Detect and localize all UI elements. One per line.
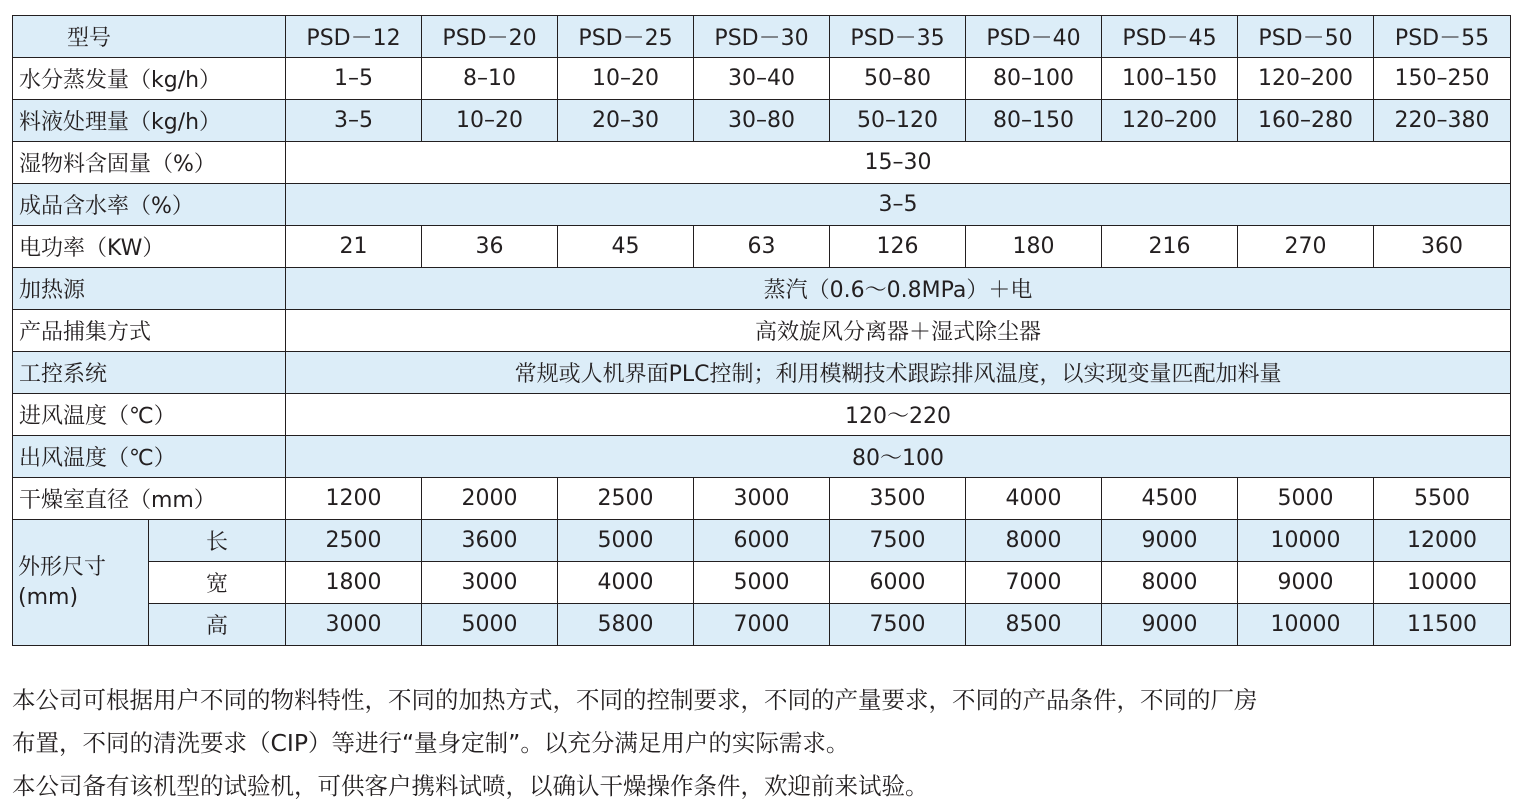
merged-cell: 3–5 — [286, 184, 1511, 226]
table-cell: 80–100 — [966, 58, 1102, 100]
notes-section — [12, 679, 1512, 808]
table-cell: 50–80 — [830, 58, 966, 100]
table-cell: 5000 — [422, 604, 558, 646]
table-cell: 3000 — [286, 604, 422, 646]
table-cell: 8000 — [966, 520, 1102, 562]
table-cell: 220–380 — [1374, 100, 1511, 142]
model-cell: PSD－50 — [1238, 16, 1374, 58]
model-label: 型号 — [13, 16, 286, 58]
table-cell: 63 — [694, 226, 830, 268]
model-cell: PSD－30 — [694, 16, 830, 58]
table-cell: 30–40 — [694, 58, 830, 100]
table-cell: 6000 — [830, 562, 966, 604]
model-cell: PSD－45 — [1102, 16, 1238, 58]
table-cell: 9000 — [1102, 520, 1238, 562]
table-cell: 8–10 — [422, 58, 558, 100]
table-cell: 5500 — [1374, 478, 1511, 520]
row-label: 干燥室直径（mm） — [13, 478, 286, 520]
header-row — [13, 16, 1511, 58]
sub-label: 长 — [149, 520, 286, 562]
merged-cell: 高效旋风分离器＋湿式除尘器 — [286, 310, 1511, 352]
row-label: 湿物料含固量（%） — [13, 142, 286, 184]
row-label: 加热源 — [13, 268, 286, 310]
merged-cell: 120～220 — [286, 394, 1511, 436]
dimensions-label — [13, 520, 149, 646]
table-cell: 3000 — [422, 562, 558, 604]
table-cell: 50–120 — [830, 100, 966, 142]
table-cell: 7000 — [966, 562, 1102, 604]
width-row — [13, 562, 1511, 604]
liquid-processing-row — [13, 100, 1511, 142]
inlet-temp-row — [13, 394, 1511, 436]
height-row — [13, 604, 1511, 646]
table-cell: 120–200 — [1102, 100, 1238, 142]
table-cell: 4000 — [558, 562, 694, 604]
table-cell: 20–30 — [558, 100, 694, 142]
table-cell: 270 — [1238, 226, 1374, 268]
moisture-row — [13, 184, 1511, 226]
model-cell: PSD－35 — [830, 16, 966, 58]
model-cell: PSD－25 — [558, 16, 694, 58]
row-label: 进风温度（℃） — [13, 394, 286, 436]
diameter-row — [13, 478, 1511, 520]
control-row — [13, 352, 1511, 394]
collection-row — [13, 310, 1511, 352]
row-label: 料液处理量（kg/h） — [13, 100, 286, 142]
table-cell: 4000 — [966, 478, 1102, 520]
row-label: 电功率（KW） — [13, 226, 286, 268]
table-cell: 9000 — [1102, 604, 1238, 646]
note-line: 布置，不同的清洗要求（CIP）等进行“量身定制”。以充分满足用户的实际需求。 — [12, 729, 850, 757]
table-cell: 80–150 — [966, 100, 1102, 142]
table-cell: 1800 — [286, 562, 422, 604]
table-cell: 12000 — [1374, 520, 1511, 562]
table-cell: 3500 — [830, 478, 966, 520]
table-cell: 216 — [1102, 226, 1238, 268]
table-cell: 7500 — [830, 604, 966, 646]
merged-cell: 蒸汽（0.6～0.8MPa）＋电 — [286, 268, 1511, 310]
merged-cell: 常规或人机界面PLC控制；利用模糊技术跟踪排风温度，以实现变量匹配加料量 — [286, 352, 1511, 394]
table-cell: 8500 — [966, 604, 1102, 646]
merged-cell: 80～100 — [286, 436, 1511, 478]
table-cell: 100–150 — [1102, 58, 1238, 100]
table-cell: 30–80 — [694, 100, 830, 142]
table-cell: 360 — [1374, 226, 1511, 268]
table-cell: 36 — [422, 226, 558, 268]
table-cell: 7000 — [694, 604, 830, 646]
table-cell: 3–5 — [286, 100, 422, 142]
table-cell: 6000 — [694, 520, 830, 562]
sub-label: 高 — [149, 604, 286, 646]
table-cell: 10000 — [1238, 604, 1374, 646]
merged-cell: 15–30 — [286, 142, 1511, 184]
model-cell: PSD－12 — [286, 16, 422, 58]
row-label: 出风温度（℃） — [13, 436, 286, 478]
table-cell: 5000 — [1238, 478, 1374, 520]
table-cell: 10000 — [1238, 520, 1374, 562]
table-cell: 180 — [966, 226, 1102, 268]
heat-source-row — [13, 268, 1511, 310]
solid-content-row — [13, 142, 1511, 184]
model-cell: PSD－20 — [422, 16, 558, 58]
note-line: 本公司可根据用户不同的物料特性，不同的加热方式，不同的控制要求，不同的产量要求，不同的产品条件，不同的厂房 — [12, 686, 1258, 714]
table-cell: 160–280 — [1238, 100, 1374, 142]
table-cell: 126 — [830, 226, 966, 268]
table-cell: 2500 — [558, 478, 694, 520]
table-cell: 3000 — [694, 478, 830, 520]
table-cell: 3600 — [422, 520, 558, 562]
table-cell: 150–250 — [1374, 58, 1511, 100]
table-cell: 5000 — [558, 520, 694, 562]
outlet-temp-row — [13, 436, 1511, 478]
spec-table — [12, 15, 1511, 646]
table-cell: 9000 — [1238, 562, 1374, 604]
table-cell: 7500 — [830, 520, 966, 562]
table-cell: 45 — [558, 226, 694, 268]
table-cell: 120–200 — [1238, 58, 1374, 100]
row-label: 产品捕集方式 — [13, 310, 286, 352]
power-row — [13, 226, 1511, 268]
row-label: 水分蒸发量（kg/h） — [13, 58, 286, 100]
table-cell: 10–20 — [558, 58, 694, 100]
model-cell: PSD－55 — [1374, 16, 1511, 58]
table-cell: 10–20 — [422, 100, 558, 142]
table-cell: 2000 — [422, 478, 558, 520]
length-row — [13, 520, 1511, 562]
table-cell: 8000 — [1102, 562, 1238, 604]
row-label: 工控系统 — [13, 352, 286, 394]
table-cell: 21 — [286, 226, 422, 268]
table-cell: 11500 — [1374, 604, 1511, 646]
note-line: 本公司备有该机型的试验机，可供客户携料试喷，以确认干燥操作条件，欢迎前来试验。 — [12, 772, 929, 800]
table-cell: 2500 — [286, 520, 422, 562]
dimensions-label-line2: (mm) — [18, 584, 79, 610]
table-cell: 1200 — [286, 478, 422, 520]
table-cell: 5000 — [694, 562, 830, 604]
evaporation-row — [13, 58, 1511, 100]
table-cell: 4500 — [1102, 478, 1238, 520]
sub-label: 宽 — [149, 562, 286, 604]
table-cell: 1–5 — [286, 58, 422, 100]
table-cell: 5800 — [558, 604, 694, 646]
model-cell: PSD－40 — [966, 16, 1102, 58]
table-cell: 10000 — [1374, 562, 1511, 604]
dimensions-label-line1: 外形尺寸 — [18, 554, 107, 580]
row-label: 成品含水率（%） — [13, 184, 286, 226]
